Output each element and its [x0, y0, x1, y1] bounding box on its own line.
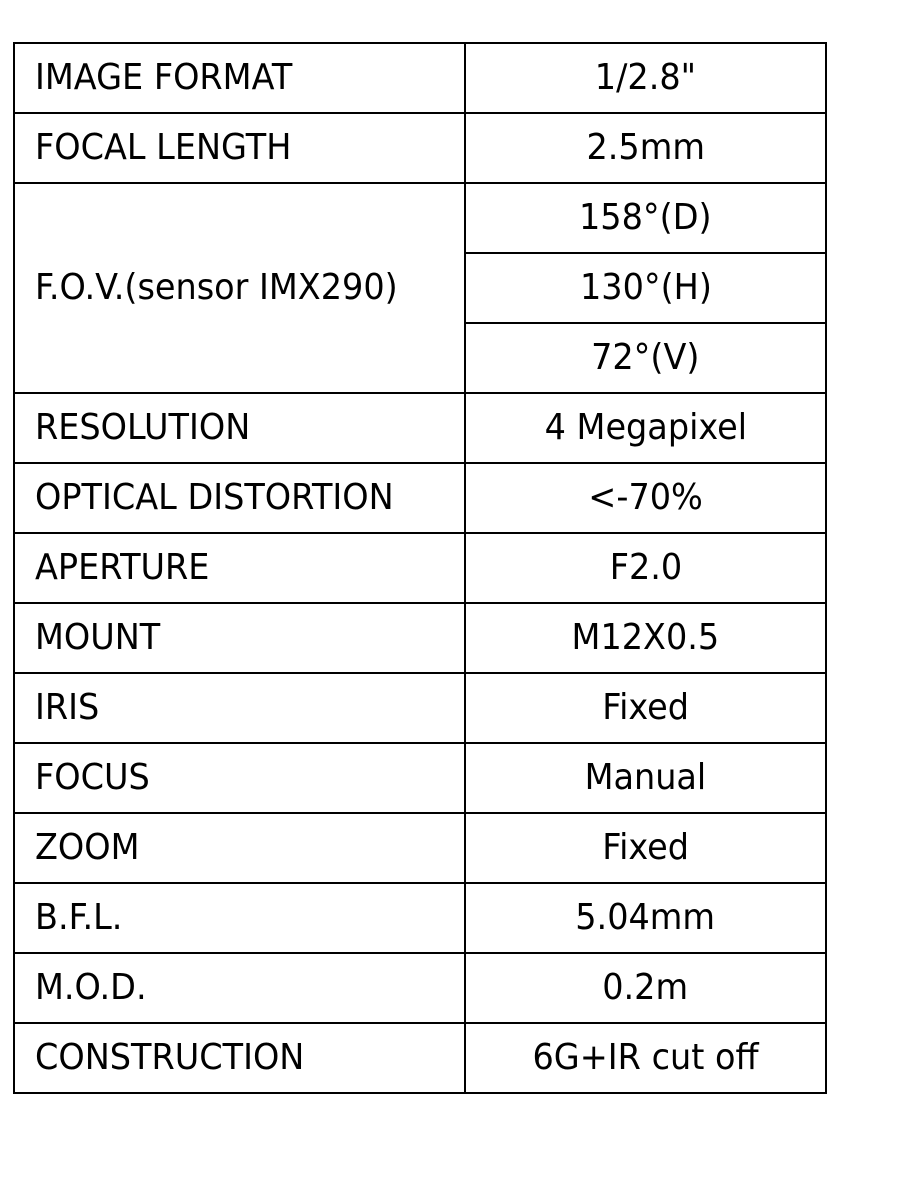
spec-value [465, 533, 826, 603]
spec-value-text: 0.2m [602, 967, 689, 1008]
spec-value-text: Fixed [602, 827, 689, 868]
spec-value-fov-diagonal [465, 183, 826, 253]
spec-value [465, 603, 826, 673]
spec-label-text: MOUNT [35, 617, 161, 658]
spec-label [14, 813, 465, 883]
spec-label [14, 533, 465, 603]
spec-row-mod [14, 953, 826, 1023]
spec-value [465, 743, 826, 813]
spec-row-zoom [14, 813, 826, 883]
spec-value [465, 393, 826, 463]
spec-value-fov-horizontal [465, 253, 826, 323]
spec-label [14, 603, 465, 673]
spec-label [14, 393, 465, 463]
spec-value-text: 5.04mm [575, 897, 716, 938]
spec-label [14, 1023, 465, 1093]
spec-value-text: 1/2.8" [594, 57, 697, 98]
spec-value [465, 673, 826, 743]
spec-label-text: ZOOM [35, 827, 140, 868]
spec-row-resolution [14, 393, 826, 463]
spec-value-text: Manual [584, 757, 707, 798]
spec-value-text: 6G+IR cut off [532, 1037, 759, 1078]
spec-value-fov-vertical [465, 323, 826, 393]
spec-label-text: B.F.L. [35, 897, 123, 938]
spec-value-text: Fixed [602, 687, 689, 728]
spec-value-text: F2.0 [609, 547, 682, 588]
spec-row-fov [14, 183, 826, 253]
spec-value [465, 43, 826, 113]
spec-value [465, 953, 826, 1023]
spec-value-text: 72°(V) [591, 337, 700, 378]
spec-value [465, 883, 826, 953]
spec-label-text: M.O.D. [35, 967, 147, 1008]
spec-label-text: IRIS [35, 687, 100, 728]
spec-label [14, 883, 465, 953]
spec-row-bfl [14, 883, 826, 953]
spec-label [14, 953, 465, 1023]
spec-value [465, 813, 826, 883]
spec-row-image-format [14, 43, 826, 113]
spec-value-text: 130°(H) [579, 267, 712, 308]
lens-spec-table [13, 42, 827, 1094]
spec-row-optical-distortion [14, 463, 826, 533]
spec-row-mount [14, 603, 826, 673]
spec-label [14, 113, 465, 183]
spec-value [465, 463, 826, 533]
spec-label [14, 43, 465, 113]
spec-label-text: FOCUS [35, 757, 150, 798]
spec-label-text: F.O.V.(sensor IMX290) [35, 267, 398, 308]
spec-label-text: IMAGE FORMAT [35, 57, 293, 98]
spec-label-text: OPTICAL DISTORTION [35, 477, 394, 518]
spec-value-text: 4 Megapixel [544, 407, 747, 448]
spec-value-text: 2.5mm [586, 127, 705, 168]
spec-value [465, 113, 826, 183]
spec-value-text: M12X0.5 [571, 617, 720, 658]
spec-row-aperture [14, 533, 826, 603]
spec-value-text: <-70% [588, 477, 703, 518]
spec-label-text: APERTURE [35, 547, 210, 588]
spec-label [14, 673, 465, 743]
spec-label-text: RESOLUTION [35, 407, 251, 448]
spec-row-iris [14, 673, 826, 743]
spec-label-text: FOCAL LENGTH [35, 127, 292, 168]
spec-label [14, 743, 465, 813]
spec-row-construction [14, 1023, 826, 1093]
spec-row-focus [14, 743, 826, 813]
spec-label [14, 183, 465, 393]
spec-value-text: 158°(D) [579, 197, 712, 238]
spec-label [14, 463, 465, 533]
spec-value [465, 1023, 826, 1093]
spec-row-focal-length [14, 113, 826, 183]
spec-label-text: CONSTRUCTION [35, 1037, 305, 1078]
